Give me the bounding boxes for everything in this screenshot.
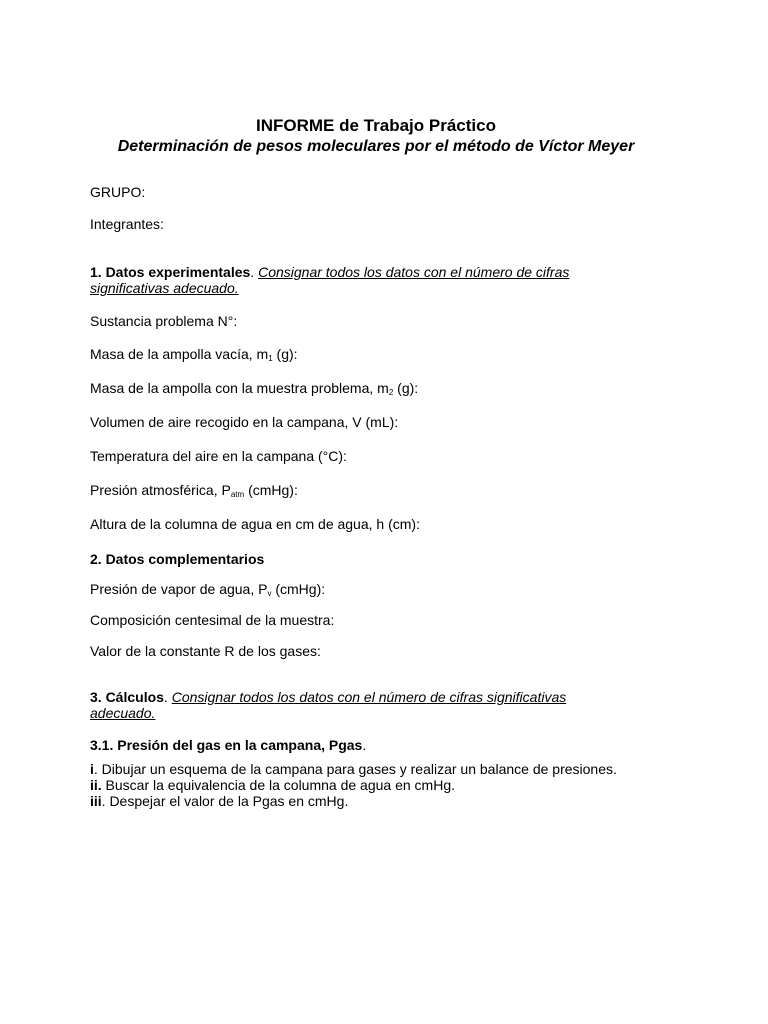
- grupo-label: GRUPO:: [90, 184, 146, 200]
- section3-note-line2-row: [90, 705, 155, 722]
- step-i-marker: i: [90, 761, 94, 777]
- step-i: [90, 761, 617, 778]
- step-iii: [90, 793, 348, 810]
- subsection31-heading-end: .: [362, 737, 367, 753]
- step-ii-text: Buscar la equivalencia de la columna de agua en cmHg.: [101, 777, 455, 793]
- step-ii: [90, 777, 455, 794]
- field-composicion: Composición centesimal de la muestra:: [90, 612, 335, 628]
- section3-note-line1: Consignar todos los datos con el número de cifras significativas: [171, 689, 567, 705]
- field-masa-vacia-label: Masa de la ampolla vacía, m: [90, 346, 269, 362]
- section1-note-line1: Consignar todos los datos con el número de cifras: [258, 264, 570, 280]
- field-presion-vapor-subscript: v: [267, 589, 272, 598]
- field-presion-atm-unit: (cmHg):: [244, 482, 298, 498]
- document-title: INFORME de Trabajo Práctico: [256, 116, 496, 135]
- step-i-text: . Dibujar un esquema de la campana para gases y realizar un balance de presiones.: [93, 761, 617, 777]
- step-iii-marker: iii: [90, 793, 102, 809]
- subsection31-heading-line: [90, 737, 366, 754]
- section3-heading-line: [90, 689, 566, 706]
- section3-heading-sep: .: [163, 689, 172, 705]
- field-presion-atm-subscript: atm: [230, 490, 245, 499]
- integrantes-label: Integrantes:: [90, 216, 164, 232]
- field-masa-vacia-unit: (g):: [272, 346, 298, 362]
- section2-heading: 2. Datos complementarios: [90, 551, 265, 567]
- field-volumen: Volumen de aire recogido en la campana, V (mL):: [90, 414, 399, 430]
- field-presion-atm-label: Presión atmosférica, P: [90, 482, 231, 498]
- field-masa-muestra-label: Masa de la ampolla con la muestra problema, m: [90, 380, 389, 396]
- section1-note-line2-row: [90, 280, 239, 297]
- field-presion-vapor: [90, 581, 325, 598]
- step-ii-marker: ii.: [90, 777, 102, 793]
- document-subtitle: Determinación de pesos moleculares por el método de Víctor Meyer: [117, 138, 635, 155]
- section1-heading-line: [90, 264, 569, 281]
- field-temperatura: Temperatura del aire en la campana (°C):: [90, 448, 347, 464]
- field-altura: Altura de la columna de agua en cm de agua, h (cm):: [90, 516, 420, 532]
- subsection31-heading: 3.1. Presión del gas en la campana, Pgas: [90, 737, 363, 753]
- section1-heading: 1. Datos experimentales: [90, 264, 251, 280]
- section3-heading: 3. Cálculos: [90, 689, 164, 705]
- field-masa-vacia-subscript: 1: [268, 354, 273, 363]
- field-presion-vapor-label: Presión de vapor de agua, P: [90, 581, 268, 597]
- section1-heading-sep: .: [250, 264, 259, 280]
- section1-note-line2: significativas adecuado.: [90, 280, 239, 296]
- field-masa-muestra: [90, 380, 418, 397]
- field-masa-vacia: [90, 346, 298, 363]
- section3-note-line2: adecuado.: [90, 705, 156, 721]
- field-masa-muestra-unit: (g):: [393, 380, 419, 396]
- field-constante: Valor de la constante R de los gases:: [90, 643, 321, 659]
- field-presion-atm: [90, 482, 298, 499]
- field-sustancia: Sustancia problema N°:: [90, 313, 238, 329]
- field-presion-vapor-unit: (cmHg):: [271, 581, 326, 597]
- step-iii-text: . Despejar el valor de la Pgas en cmHg.: [101, 793, 349, 809]
- field-masa-muestra-subscript: 2: [388, 388, 394, 397]
